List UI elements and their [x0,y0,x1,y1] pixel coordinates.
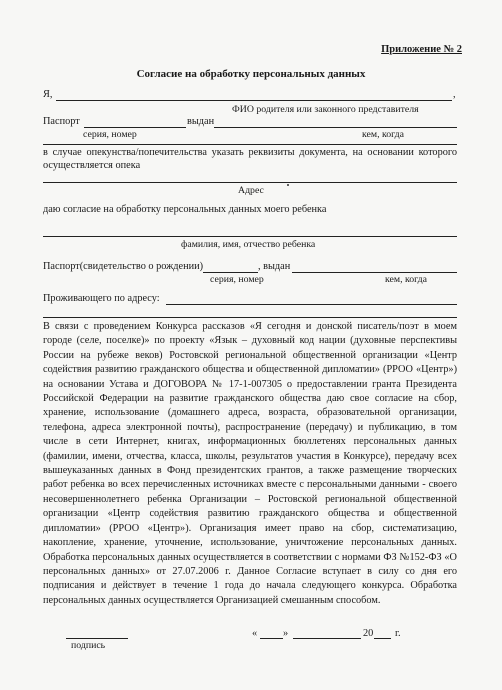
date-year-suffix: г. [395,628,401,639]
child-passport-series-line[interactable] [203,272,258,273]
address-caption: Адрес [238,185,264,196]
passport-label: Паспорт [43,116,80,127]
signature-caption: подпись [71,640,106,651]
parent-passport-extra-line[interactable] [43,144,457,145]
date-quote-close: » [283,628,289,639]
guardian-note: в случае опекунства/попечительства указать реквизиты документа, на основании которого осуществляется опека [43,147,457,171]
parent-series-caption: серия, номер [83,129,137,140]
parent-passport-issued-line[interactable] [214,127,457,128]
date-year-prefix: 20 [363,628,374,639]
child-by-whom-caption: кем, когда [385,274,427,285]
child-issued-label: , выдан [258,261,291,272]
date-day-line[interactable] [260,638,283,639]
residing-label: Проживающего по адресу: [43,293,160,304]
document-title: Согласие на обработку персональных данных [136,68,366,80]
issued-label: выдан [187,116,215,127]
child-fio-caption: фамилия, имя, отчество ребенка [181,239,316,250]
child-series-caption: серия, номер [210,274,264,285]
date-year-line[interactable] [374,638,391,639]
date-quote-open: « [252,628,258,639]
child-passport-label: Паспорт(свидетельство о рождении) [43,261,204,272]
signature-line[interactable] [66,638,128,639]
ya-label: Я, [43,89,53,100]
parent-name-line[interactable] [56,100,452,101]
appendix-label: Приложение № 2 [381,44,462,55]
date-month-line[interactable] [293,638,361,639]
child-passport-issued-line[interactable] [292,272,457,273]
child-address-line-2[interactable] [43,317,457,318]
parent-by-whom-caption: кем, когда [362,129,404,140]
child-address-line[interactable] [166,304,457,305]
consent-body-text: В связи с проведением Конкурса рассказов «Я сегодня и донской писатель/поэт в моем городе (селе, поселке)» по проекту «Язык – духовный код нации (духовные перспективы России на рубеже веков) Ростовской региональной общественной организации «Центр содействия развитию гражданского общества и общественной дипломатии» (РРОО «Центр») на основании Устава и ДОГОВОРА № 17-1-007305 о предоставлении гранта Президента Российской Федерации на развитие гражданского общества даю свое согласие на сбор, хранение, использование (домашнего адреса, возраста, образовательной организации, телефона, адреса электронной почты), распространение (передачу) и публикацию, в том числе в сети Интернет, книгах, информационных бюллетенях персональных данных (фамилии, имени, отчества, класса, школы, результатов участия в Конкурсе), передачу всех вышеуказанных данных в Фонд президентских грантов, а также размещение творческих работ ребенка во всех перечисленных источниках вместе с персональными данными - своего несовершеннолетнего ребенка Организации – Ростовской региональной общественной организации «Центр содействия развитию гражданского общества и общественной дипломатии» (РРОО «Центр»). Организация имеет право на сбор, систематизацию, накопление, хранение, уточнение, использование, уничтожение персональных данных. Обработка персональных данных осуществляется в соответствии с нормами ФЗ №152-ФЗ «О персональных данных» от 27.07.2006 г. Данное Согласие вступает в силу со дня его подписания и действует в течение 1 года до начала следующего конкурса. Обработка персональных данных осуществляется Организацией смешанным способом. [43,321,457,606]
address-line[interactable] [43,182,457,183]
scan-speck [287,184,289,186]
consent-intro: даю согласие на обработку персональных данных моего ребенка [43,204,327,215]
parent-name-comma: , [453,89,456,100]
parent-passport-series-line[interactable] [84,127,186,128]
child-name-line[interactable] [43,236,457,237]
parent-fio-caption: ФИО родителя или законного представителя [232,104,419,115]
